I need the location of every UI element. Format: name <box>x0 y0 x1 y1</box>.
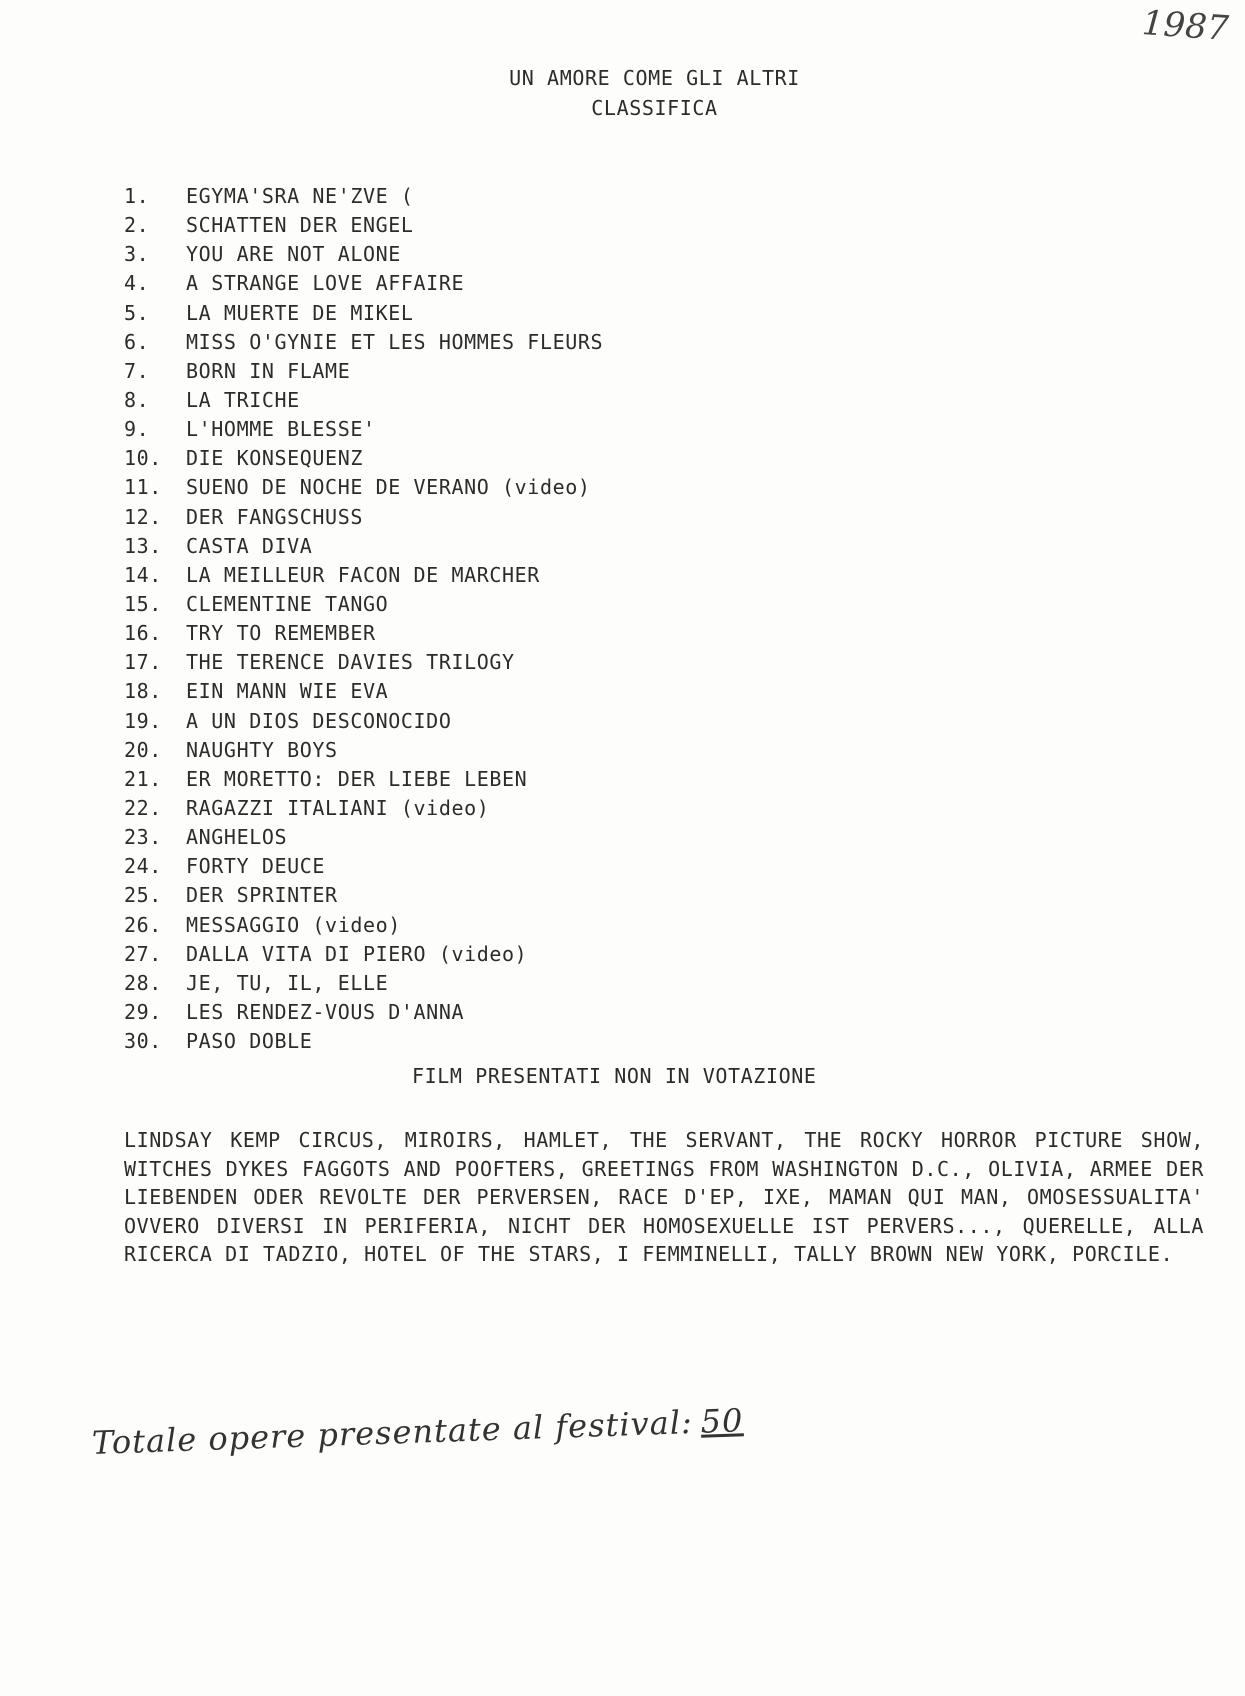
ranking-number: 1. <box>124 184 150 208</box>
ranking-number: 10. <box>124 446 162 471</box>
ranking-number: 18. <box>124 679 162 704</box>
ranking-item <box>124 852 603 881</box>
ranking-number: 4. <box>124 271 150 296</box>
ranking-item <box>124 240 603 269</box>
ranking-item <box>124 299 603 328</box>
ranking-film-title: LA MUERTE DE MIKEL <box>186 300 414 325</box>
ranking-number: 22. <box>124 795 162 820</box>
ranking-film-title: A STRANGE LOVE AFFAIRE <box>186 271 465 296</box>
ranking-film-title: EIN MANN WIE EVA <box>186 679 389 704</box>
ranking-item <box>124 269 603 298</box>
ranking-number: 28. <box>124 970 162 995</box>
ranking-film-title: A UN DIOS DESCONOCIDO <box>186 708 452 733</box>
document-title: UN AMORE COME GLI ALTRI <box>509 66 800 90</box>
ranking-number: 20. <box>124 737 162 762</box>
ranking-film-title: SUENO DE NOCHE DE VERANO (video) <box>186 475 591 500</box>
ranking-number: 9. <box>124 417 150 442</box>
ranking-number: 23. <box>124 825 162 850</box>
ranking-film-title: BORN IN FLAME <box>186 358 351 383</box>
ranking-item <box>124 561 603 590</box>
ranking-number: 16. <box>124 621 162 646</box>
ranking-item <box>124 182 603 211</box>
handwritten-total-note <box>91 1401 744 1462</box>
ranking-film-title: EGYMA'SRA NE'ZVE ( <box>186 184 414 208</box>
ranking-item <box>124 677 603 706</box>
ranking-item <box>124 794 603 823</box>
ranking-item <box>124 911 603 940</box>
ranking-item <box>124 707 603 736</box>
ranking-item <box>124 823 603 852</box>
ranking-film-title: JE, TU, IL, ELLE <box>186 970 389 995</box>
ranking-number: 2. <box>124 213 150 238</box>
ranking-film-title: THE TERENCE DAVIES TRILOGY <box>186 650 515 675</box>
ranking-number: 7. <box>124 358 150 383</box>
ranking-item <box>124 211 603 240</box>
non-voting-film-list: LINDSAY KEMP CIRCUS, MIROIRS, HAMLET, THE SERVANT, THE ROCKY HORROR PICTURE SHOW, WITCHES DYKES FAGGOTS AND POOFTERS, GREETINGS FROM WASHINGTON D.C., OLIVIA, ARMEE DER LIEBENDEN ODER REVOLTE DER PERVERSEN, RACE D'EP, IXE, MAMAN QUI MAN, OMOSESSUALITA' OVVERO DIVERSI IN PERIFERIA, NICHT DER HOMOSEXUELLE IST PERVERS..., QUERELLE, ALLA RICERCA DI TADZIO, HOTEL OF THE STARS, I FEMMINELLI, TALLY BROWN NEW YORK, PORCILE. <box>124 1128 1204 1266</box>
ranking-film-title: MISS O'GYNIE ET LES HOMMES FLEURS <box>186 329 604 354</box>
ranking-item <box>124 386 603 415</box>
ranking-film-title: LA TRICHE <box>186 387 300 412</box>
ranking-item <box>124 503 603 532</box>
ranking-number: 15. <box>124 591 162 616</box>
ranking-film-title: RAGAZZI ITALIANI (video) <box>186 795 490 820</box>
ranking-item <box>124 473 603 502</box>
ranking-item <box>124 328 603 357</box>
ranking-item <box>124 619 603 648</box>
ranking-number: 30. <box>124 1029 162 1054</box>
ranking-film-title: CASTA DIVA <box>186 533 313 558</box>
ranking-film-title: DER SPRINTER <box>186 883 338 908</box>
ranking-number: 19. <box>124 708 162 733</box>
ranking-film-title: SCHATTEN DER ENGEL <box>186 213 414 238</box>
ranking-film-title: CLEMENTINE TANGO <box>186 591 389 616</box>
ranking-film-title: NAUGHTY BOYS <box>186 737 338 762</box>
ranking-film-title: TRY TO REMEMBER <box>186 621 376 646</box>
ranking-list <box>124 182 603 1056</box>
ranking-number: 29. <box>124 999 162 1024</box>
ranking-number: 25. <box>124 883 162 908</box>
ranking-film-title: MESSAGGIO (video) <box>186 912 401 937</box>
ranking-item <box>124 765 603 794</box>
ranking-item <box>124 357 603 386</box>
ranking-number: 3. <box>124 242 150 267</box>
ranking-item <box>124 940 603 969</box>
ranking-film-title: DER FANGSCHUSS <box>186 504 363 529</box>
ranking-item <box>124 532 603 561</box>
ranking-item <box>124 415 603 444</box>
ranking-number: 8. <box>124 387 150 412</box>
ranking-number: 14. <box>124 562 162 587</box>
ranking-number: 26. <box>124 912 162 937</box>
ranking-film-title: L'HOMME BLESSE' <box>186 417 376 442</box>
handwritten-year: 1987 <box>1141 3 1231 49</box>
ranking-number: 17. <box>124 650 162 675</box>
ranking-number: 5. <box>124 300 150 325</box>
ranking-item <box>124 881 603 910</box>
ranking-number: 11. <box>124 475 162 500</box>
ranking-item <box>124 969 603 998</box>
ranking-film-title: FORTY DEUCE <box>186 854 326 879</box>
ranking-film-title: ER MORETTO: DER LIEBE LEBEN <box>186 766 528 791</box>
ranking-film-title: ANGHELOS <box>186 825 288 850</box>
ranking-number: 12. <box>124 504 162 529</box>
ranking-item <box>124 648 603 677</box>
ranking-film-title: DALLA VITA DI PIERO (video) <box>186 941 528 966</box>
ranking-item <box>124 1027 603 1056</box>
non-voting-heading: FILM PRESENTATI NON IN VOTAZIONE <box>412 1064 817 1088</box>
ranking-film-title: PASO DOBLE <box>186 1029 313 1054</box>
ranking-film-title: LES RENDEZ-VOUS D'ANNA <box>186 999 465 1024</box>
ranking-item <box>124 444 603 473</box>
ranking-number: 13. <box>124 533 162 558</box>
handwritten-total-label: Totale opere presentate al festival: <box>91 1403 694 1462</box>
ranking-film-title: YOU ARE NOT ALONE <box>186 242 401 267</box>
ranking-number: 6. <box>124 329 150 354</box>
ranking-number: 24. <box>124 854 162 879</box>
ranking-item <box>124 736 603 765</box>
ranking-number: 27. <box>124 941 162 966</box>
ranking-film-title: DIE KONSEQUENZ <box>186 446 363 471</box>
ranking-number: 21. <box>124 766 162 791</box>
handwritten-total-value: 50 <box>700 1401 745 1441</box>
ranking-film-title: LA MEILLEUR FACON DE MARCHER <box>186 562 540 587</box>
document-subtitle: CLASSIFICA <box>591 96 718 120</box>
ranking-item <box>124 998 603 1027</box>
ranking-item <box>124 590 603 619</box>
